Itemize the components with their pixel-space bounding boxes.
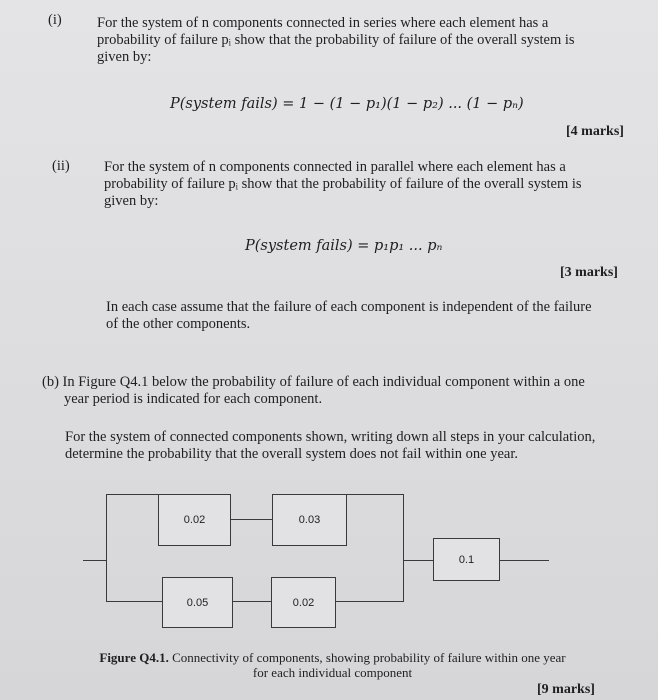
part-i-formula: P(system fails) = 1 − (1 − p₁)(1 − p₂) ... (1 − pₙ) [170, 96, 524, 112]
part-b-line2: year period is indicated for each component. [64, 391, 323, 407]
part-ii-marks: [3 marks] [560, 265, 618, 280]
independence-note-line1: In each case assume that the failure of each component is independent of the failure [106, 299, 592, 315]
component-series-value: 0.1 [458, 553, 475, 566]
bottom-branch-left-wire [106, 601, 163, 602]
part-i-label: (i) [48, 12, 62, 28]
input-wire [83, 560, 107, 561]
part-i-line1: For the system of n components connected in series where each element has a [97, 15, 549, 31]
output-wire [499, 560, 549, 561]
component-series [433, 538, 500, 581]
figure-caption-line1 [60, 650, 605, 665]
component-bottom-right [271, 577, 336, 628]
figure-caption-text1: Connectivity of components, showing probability of failure within one year [172, 650, 566, 665]
figure-caption-line2: for each individual component [252, 665, 413, 680]
part-ii-text [104, 159, 649, 210]
top-branch-right-wire [346, 494, 404, 495]
component-top-right-value: 0.03 [298, 514, 321, 526]
component-bottom-right-value: 0.02 [292, 596, 315, 609]
part-b-line1: (b) In Figure Q4.1 below the probability of failure of each individual component within a one [42, 374, 585, 390]
part-i-marks: [4 marks] [566, 124, 624, 139]
part-ii-line3: given by: [104, 193, 159, 209]
part-b-intro [42, 374, 642, 408]
part-ii-formula: P(system fails) = p₁p₁ ... pₙ [245, 238, 443, 254]
component-bottom-left-value: 0.05 [186, 596, 209, 609]
independence-note [106, 299, 646, 333]
bottom-branch-right-wire [335, 601, 404, 602]
part-b-instruction [65, 429, 645, 463]
component-bottom-left [162, 577, 233, 628]
right-bus [403, 494, 404, 602]
part-i-line2: probability of failure pᵢ show that the probability of failure of the overall system is [97, 32, 575, 48]
component-top-left-value: 0.02 [183, 514, 206, 526]
final-marks: [9 marks] [537, 682, 595, 697]
part-ii-label: (ii) [52, 158, 70, 174]
part-i-line3: given by: [97, 49, 152, 65]
top-branch-mid-wire [230, 519, 273, 520]
component-top-left [158, 494, 231, 546]
figure-caption-label: Figure Q4.1. [99, 650, 169, 665]
independence-note-line2: of the other components. [106, 316, 251, 332]
top-branch-left-wire [106, 494, 159, 495]
part-ii-line1: For the system of n components connected in parallel where each element has a [104, 159, 566, 175]
series-left-wire [403, 560, 434, 561]
part-i-text [97, 15, 647, 66]
part-b-instr-line2: determine the probability that the overall system does not fail within one year. [65, 446, 519, 462]
part-b-instr-line1: For the system of connected components shown, writing down all steps in your calculation, [65, 429, 596, 445]
part-ii-line2: probability of failure pᵢ show that the probability of failure of the overall system is [104, 176, 582, 192]
left-bus [106, 494, 107, 602]
component-top-right [272, 494, 347, 546]
bottom-branch-mid-wire [232, 601, 272, 602]
figure-caption [60, 650, 605, 680]
